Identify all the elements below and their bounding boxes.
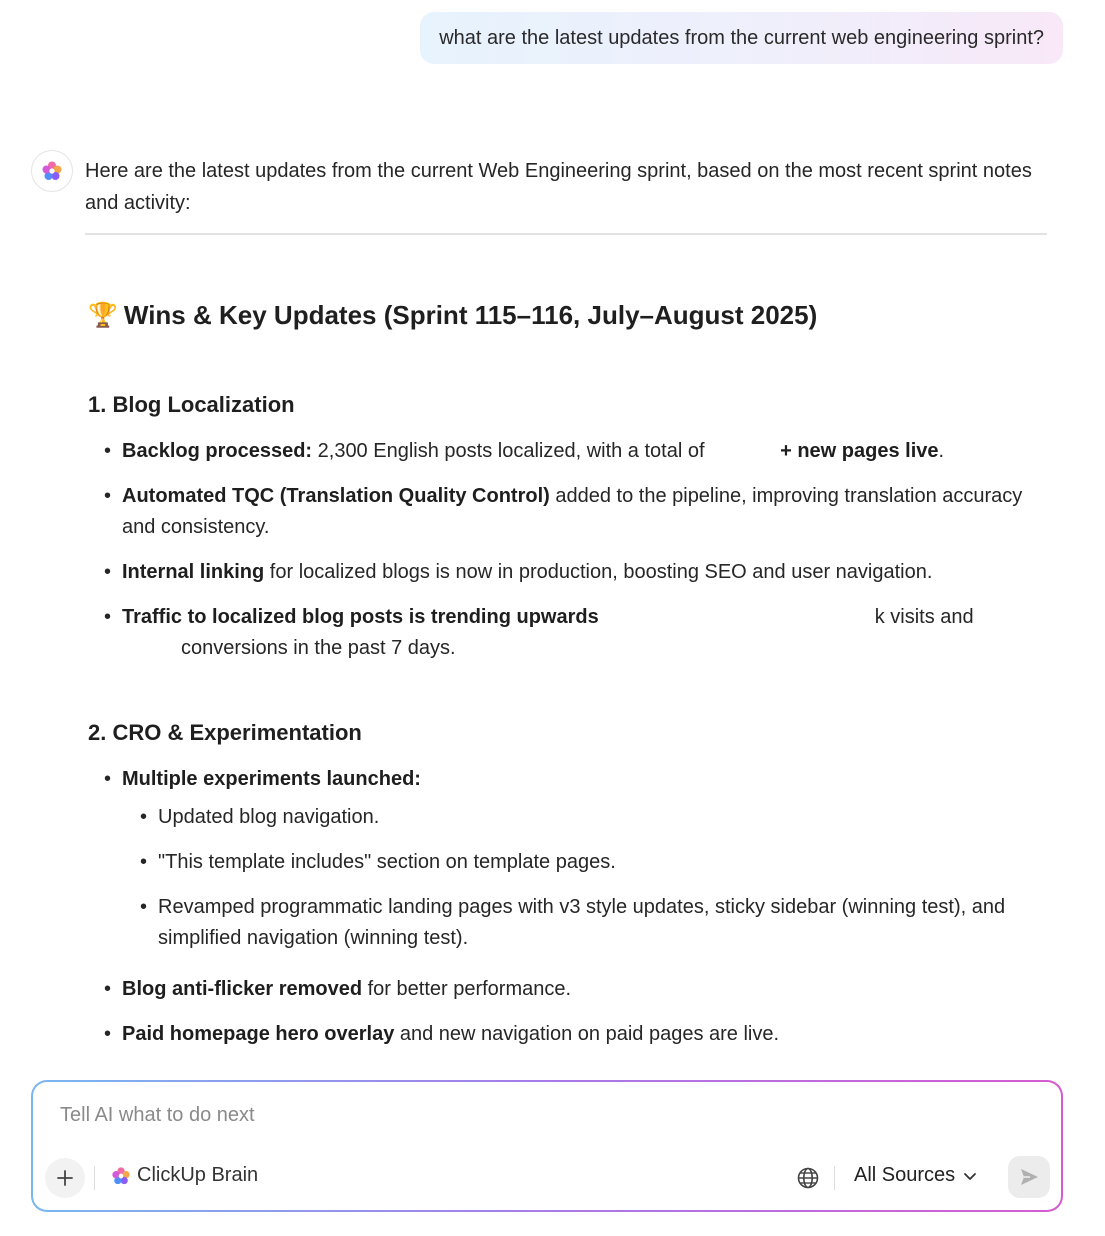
trophy-icon: 🏆 [88,302,118,329]
divider [85,233,1047,235]
chevron-down-icon [963,1169,977,1183]
section-title [88,300,817,331]
send-icon [1018,1166,1040,1188]
composer [31,1080,1063,1212]
plus-icon [56,1169,74,1187]
clickup-brain-flower-icon [111,1166,131,1186]
list-item: • Backlog processed: 2,300 English posts localized, with a total of + new pages live. [104,440,945,462]
ai-answer [85,155,1047,235]
list-item: • Multiple experiments launched: [104,768,421,790]
bold-label: Paid homepage hero overlay [122,1023,395,1045]
globe-icon[interactable] [796,1166,820,1190]
prompt-input[interactable] [60,1104,960,1127]
list-item: • Internal linking for localized blogs is now in production, boosting SEO and user navigation. [104,561,933,583]
bold-label: Blog anti-flicker removed [122,978,363,1000]
send-button[interactable] [1008,1156,1050,1198]
answer-intro: Here are the latest updates from the current Web Engineering sprint, based on the most recent sprint notes and activity: [85,160,1032,214]
clickup-brain-flower-icon [41,160,63,182]
list-item: • Blog anti-flicker removed for better performance. [104,978,572,1000]
separator [94,1166,95,1190]
sub-list-item: • Revamped programmatic landing pages with v3 style updates, sticky sidebar (winning test), and simplified navigation (winning test). [140,896,1006,949]
ai-avatar [31,150,73,192]
bold-label: + new pages live [780,440,939,462]
sub-list-item: • "This template includes" section on template pages. [140,851,616,873]
user-message-text: what are the latest updates from the current web engineering sprint? [439,26,1044,49]
model-selector[interactable] [111,1164,258,1187]
heading-blog-localization: 1. Blog Localization [88,392,295,417]
bold-label: Backlog processed: [122,440,313,462]
list-item: • Traffic to localized blog posts is trending upwards k visits and conversions in the past 7 days. [104,606,974,659]
separator [834,1166,835,1190]
bold-label: Internal linking [122,561,265,583]
sources-dropdown[interactable] [854,1164,977,1187]
model-label: ClickUp Brain [137,1164,259,1186]
heading-cro-experimentation: 2. CRO & Experimentation [88,720,362,745]
section-title-text: Wins & Key Updates (Sprint 115–116, July–August 2025) [123,300,818,330]
add-button[interactable] [45,1158,85,1198]
sub-list-item: • Updated blog navigation. [140,806,380,828]
bold-label: Multiple experiments launched: [122,768,421,790]
bold-label: Traffic to localized blog posts is trending upwards [122,606,599,628]
list-item: • Automated TQC (Translation Quality Control) added to the pipeline, improving translation accuracy and consistency. [104,485,1023,538]
list-item: • Paid homepage hero overlay and new navigation on paid pages are live. [104,1023,780,1045]
user-message-bubble [420,12,1063,64]
sources-label: All Sources [854,1164,956,1186]
composer-inner [33,1082,1061,1210]
bold-label: Automated TQC (Translation Quality Control) [122,485,550,507]
